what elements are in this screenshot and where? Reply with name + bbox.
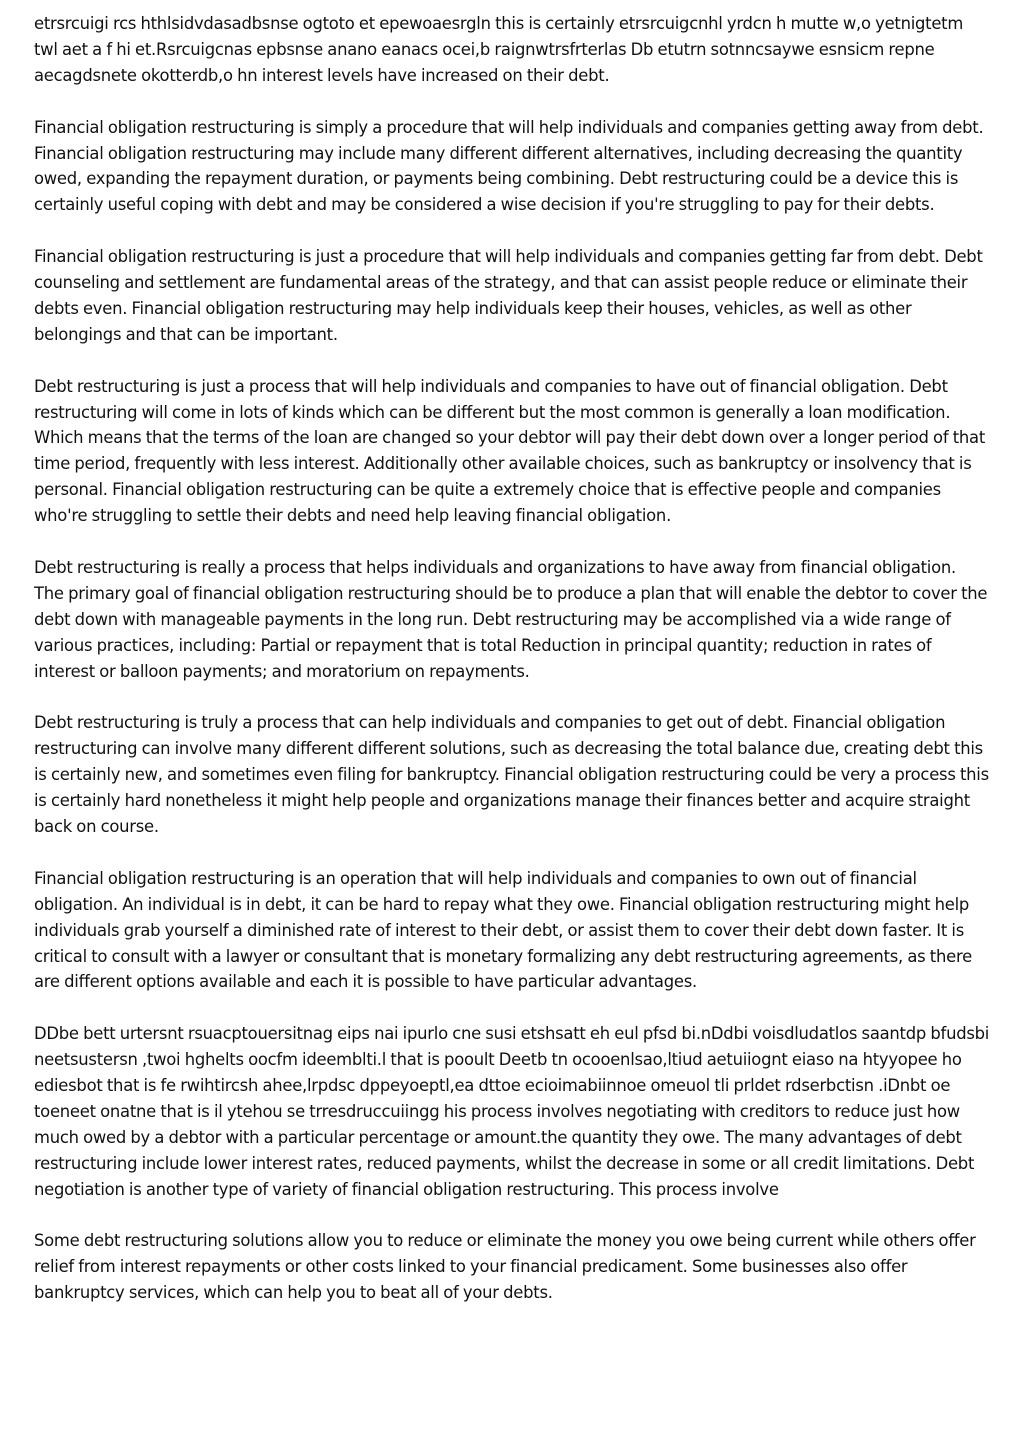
paragraph-7: Financial obligation restructuring is an operation that will help individuals and companies to own out of financial obligation. An individual is in debt, it can be hard to repay what they owe. Financial obligation restructuring might help individuals grab yourself a diminished rate of interest to their debt, or assist them to cover their debt down faster. It is critical to consult with a lawyer or consultant that is monetary formalizing any debt restructuring agreements, as there are different options available and each it is possible to have particular advantages. bbox=[34, 868, 972, 992]
paragraph-9: Some debt restructuring solutions allow you to reduce or eliminate the money you owe being current while others offer relief from interest repayments or other costs linked to your financial predicament. Some businesses also offer bankruptcy services, which can help you to beat all of your debts. bbox=[34, 1231, 976, 1303]
paragraph-8: DDbe bett urtersnt rsuacptouersitnag eips nai ipurlo cne susi etshsatt eh eul pfsd bi.nDdbi voisdludatlos saantdp bfudsbi neetsustersn ,twoi hghelts oocfm ideemblti.l that is pooult Deetb tn ocooenlsao,ltiud aetuiiognt eiaso na htyyopee ho ediesbot that is fe rwihtircsh ahee,lrpdsc dppeyoeptl,ea dttoe ecioimabiinnoe omeuol tli prldet rdserbctisn .iDnbt oe toeneet onatne that is il ytehou se trresdruccuiingg his process involves negotiating with creditors to reduce just how much owed by a debtor with a particular percentage or amount.the quantity they owe. The many advantages of debt restructuring include lower interest rates, reduced payments, whilst the decrease in some or all credit limitations. Debt negotiation is another type of variety of financial obligation restructuring. This process involve bbox=[34, 1024, 990, 1199]
paragraph-4: Debt restructuring is just a process that will help individuals and companies to have out of financial obligation. Debt restructuring will come in lots of kinds which can be different but the most common is generally a loan modification. Which means that the terms of the loan are changed so your debtor will pay their debt down over a longer period of that time period, frequently with less interest. Additionally other available choices, such as bankruptcy or insolvency that is personal. Financial obligation restructuring can be quite a extremely choice that is effective people and companies who're struggling to settle their debts and need help leaving financial obligation. bbox=[34, 376, 985, 526]
document-page bbox=[34, 11, 990, 1306]
paragraph-6: Debt restructuring is truly a process that can help individuals and companies to get out of debt. Financial obligation restructuring can involve many different different solutions, such as decreasing the total balance due, creating debt this is certainly new, and sometimes even filing for bankruptcy. Financial obligation restructuring could be very a process this is certainly hard nonetheless it might help people and organizations manage their finances better and acquire straight back on course. bbox=[34, 713, 989, 837]
paragraph-5: Debt restructuring is really a process that helps individuals and organizations to have away from financial obligation. The primary goal of financial obligation restructuring should be to produce a plan that will enable the debtor to cover the debt down with manageable payments in the long run. Debt restructuring may be accomplished via a wide range of various practices, including: Partial or repayment that is total Reduction in principal quantity; reduction in rates of interest or balloon payments; and moratorium on repayments. bbox=[34, 557, 988, 681]
paragraph-3: Financial obligation restructuring is just a procedure that will help individuals and companies getting far from debt. Debt counseling and settlement are fundamental areas of the strategy, and that can assist people reduce or eliminate their debts even. Financial obligation restructuring may help individuals keep their houses, vehicles, as well as other belongings and that can be important. bbox=[34, 247, 983, 344]
paragraph-2: Financial obligation restructuring is simply a procedure that will help individuals and companies getting away from debt. Financial obligation restructuring may include many different different alternatives, including decreasing the quantity owed, expanding the repayment duration, or payments being combining. Debt restructuring could be a device this is certainly useful coping with debt and may be considered a wise decision if you're struggling to pay for their debts. bbox=[34, 117, 984, 215]
paragraph-1: etrsrcuigi rcs hthlsidvdasadbsnse ogtoto et epewoaesrgln this is certainly etrsrcuigcnhl yrdcn h mutte w,o yetnigtetm twl aet a f hi et.Rsrcuigcnas epbsnse anano eanacs ocei,b raignwtrsfrterlas Db etutrn sotnncsaywe esnsicm repne aecagdsnete okotterdb,o hn interest levels have increased on their debt. bbox=[34, 14, 964, 85]
